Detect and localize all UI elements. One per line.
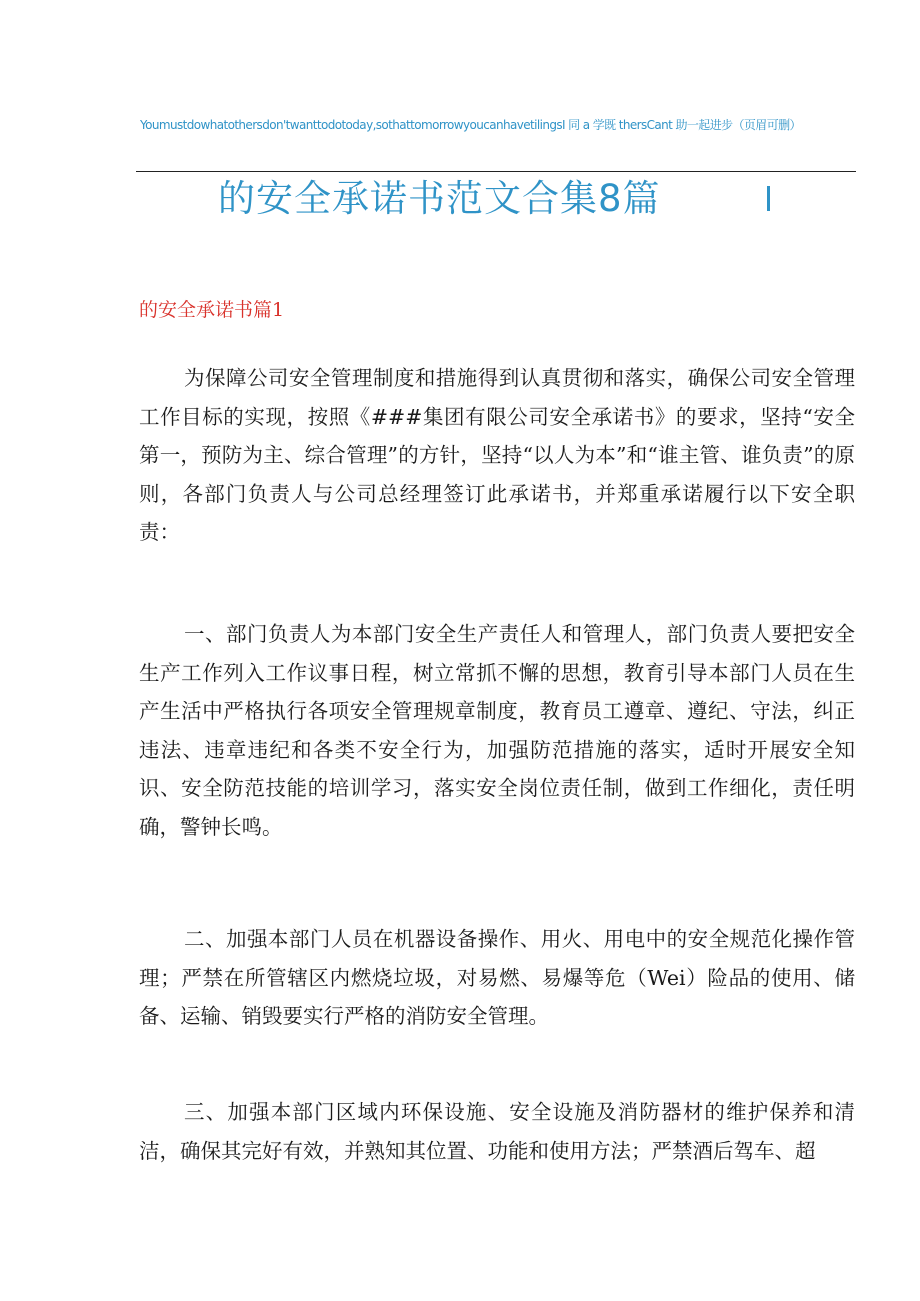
title-marker (767, 186, 770, 211)
document-title: 的安全承诺书范文合集8篇 (218, 177, 661, 220)
body-paragraph: 二、加强本部门人员在机器设备操作、用火、用电中的安全规范化操作管理；严禁在所管辖区内燃烧垃圾，对易燃、易爆等危（Wei）险品的使用、储备、运输、销毁要实行严格的消防安全管理。 (139, 927, 855, 1028)
body-paragraph: 一、部门负责人为本部门安全生产责任人和管理人，部门负责人要把安全生产工作列入工作议事日程，树立常抓不懈的思想，教育引导本部门人员在生产生活中严格执行各项安全管理规章制度，教育员工遵章、遵纪、守法，纠正违法、违章违纪和各类不安全行为，加强防范措施的落实，适时开展安全知识、安全防范技能的培训学习，落实安全岗位责任制，做到工作细化，责任明确，警钟长鸣。 (139, 622, 855, 839)
body-paragraph: 三、加强本部门区域内环保设施、安全设施及消防器材的维护保养和清洁，确保其完好有效，并熟知其位置、功能和使用方法；严禁酒后驾车、超 (139, 1100, 855, 1163)
body-paragraph: 为保障公司安全管理制度和措施得到认真贯彻和落实，确保公司安全管理工作目标的实现，按照《###集团有限公司安全承诺书》的要求，坚持“安全第一，预防为主、综合管理”的方针，坚持“以人为本”和“谁主管、谁负责”的原则，各部门负责人与公司总经理签订此承诺书，并郑重承诺履行以下安全职责： (139, 366, 855, 544)
section-heading: 的安全承诺书篇1 (139, 299, 285, 321)
page-header-text: Youmustdowhatothersdon'twanttodotoday,sothattomorrowyoucanhavetilingsI 同 a 学既 thersCant 助一起进步（页眉可删） (140, 118, 801, 132)
